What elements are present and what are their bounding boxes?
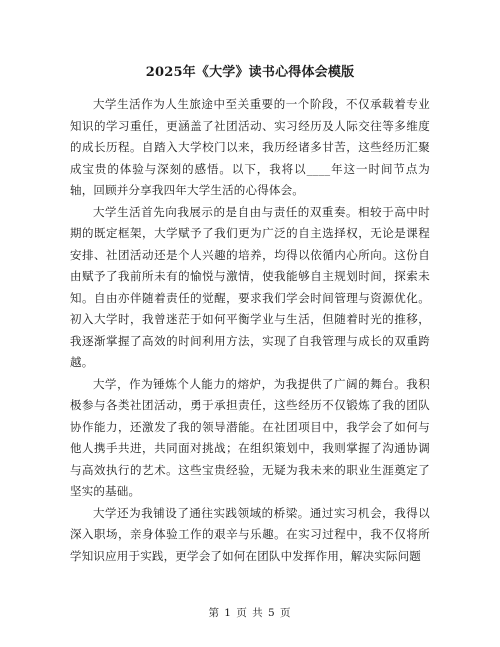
document-title: 2025年《大学》读书心得体会模版: [145, 65, 355, 80]
document-body: [70, 94, 430, 567]
paragraph-4: 大学还为我铺设了通往实践领域的桥梁。通过实习机会，我得以深入职场，亲身体验工作的艰辛与乐趣。在实习过程中，我不仅将所学知识应用于实践，更学会了如何在团队中发挥作用，解决实际问题: [70, 505, 430, 563]
page-number-footer: 第 1 页 共 5 页: [208, 607, 292, 619]
paragraph-2: 大学生活首先向我展示的是自由与责任的双重奏。相较于高中时期的既定框架，大学赋予了我们更为广泛的自主选择权，无论是课程安排、社团活动还是个人兴趣的培养，均得以依循内心所向。这份自由赋予了我前所未有的愉悦与激情，使我能够自主规划时间，探索未知。自由亦伴随着责任的觉醒，要求我们学会时间管理与资源优化。初入大学时，我曾迷茫于如何平衡学业与生活，但随着时光的推移，我逐渐掌握了高效的时间利用方法，实现了自我管理与成长的双重跨越。: [70, 204, 430, 369]
paragraph-1: 大学生活作为人生旅途中至关重要的一个阶段，不仅承载着专业知识的学习重任，更涵盖了社团活动、实习经历及人际交往等多维度的成长历程。自踏入大学校门以来，我历经诸多甘苦，这些经历汇聚成宝贵的体验与深刻的感悟。以下，我将以____年这一时间节点为轴，回顾并分享我四年大学生活的心得体会。: [70, 97, 430, 197]
paragraph-3: 大学，作为锤炼个人能力的熔炉，为我提供了广阔的舞台。我积极参与各类社团活动，勇于承担责任，这些经历不仅锻炼了我的团队协作能力，还激发了我的领导潜能。在社团项目中，我学会了如何与他人携手共进，共同面对挑战；在组织策划中，我则掌握了沟通协调与高效执行的艺术。这些宝贵经验，无疑为我未来的职业生涯奠定了坚实的基础。: [70, 376, 430, 498]
